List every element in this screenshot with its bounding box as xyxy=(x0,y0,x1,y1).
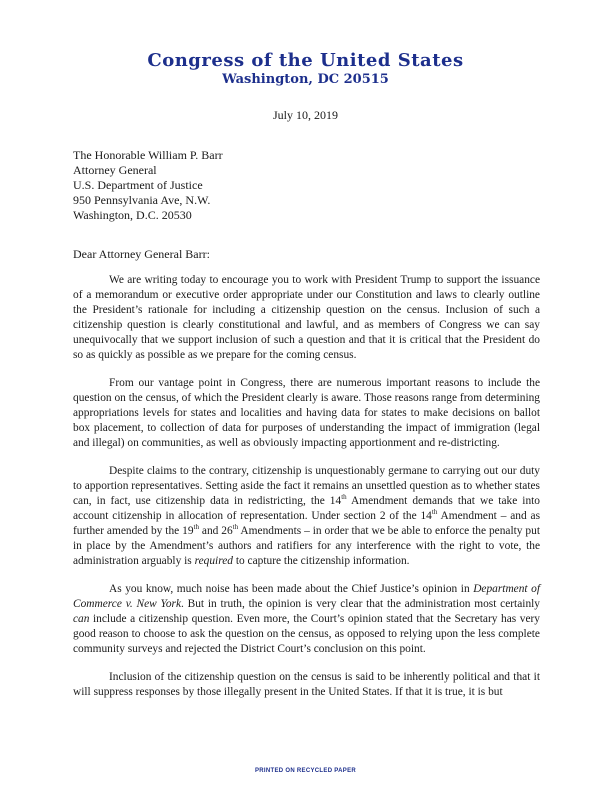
recipient-department: U.S. Department of Justice xyxy=(73,178,203,192)
paragraph-4 xyxy=(73,582,540,657)
p3-emphasis: required xyxy=(194,555,233,567)
recipient-city: Washington, D.C. 20530 xyxy=(73,208,192,222)
recipient-title: Attorney General xyxy=(73,163,157,177)
p4-text-b: . But in truth, the opinion is very clear that the administration most certainly xyxy=(181,598,540,610)
p3-text-f: to capture the citizenship information. xyxy=(232,555,410,567)
letter-date: July 10, 2019 xyxy=(272,108,338,122)
p3-text-b: Amendment demands that we take into account citizenship in allocation of representation. Under section 2 of the 14 xyxy=(73,495,540,522)
letterhead-subtitle: Washington, DC 20515 xyxy=(222,72,389,87)
p3-sup-2: th xyxy=(431,508,438,517)
recipient-street: 950 Pennsylvania Ave, N.W. xyxy=(73,193,211,207)
p3-sup-1: th xyxy=(341,493,347,502)
recycled-paper-footer: PRINTED ON RECYCLED PAPER xyxy=(254,768,357,774)
p3-sup-4: th xyxy=(232,523,239,532)
p3-text-c: Amendment – and as further amended by the 19 xyxy=(73,510,541,537)
paragraph-1: We are writing today to encourage you to work with President Trump to support the issuance of a memorandum or executive order appropriate under our Constitution and laws to clearly outline the President’s rationale for including a citizenship question on the census. Inclusion of such a citizenship question is clearly constitutional and lawful, and as members of Congress we can say unequivocally that we support inclusion of such a question and that it is critical that the President do so as quickly as possible as we prepare for the coming census. xyxy=(73,274,540,361)
letterhead-title: Congress of the United States xyxy=(147,50,464,71)
recipient-address xyxy=(73,148,223,223)
paragraph-2: From our vantage point in Congress, there are numerous important reasons to include the question on the census, of which the President clearly is aware. Those reasons range from determining appropriations levels for states and localities and having data for states to make decisions on ballot box placement, to collection of data for purposes of understanding the impact of immigration (legal and illegal) on communities, as well as obviously impacting apportionment and re-districting. xyxy=(73,377,540,449)
p3-text-d: and 26 xyxy=(198,525,233,537)
letter-body xyxy=(73,273,540,713)
p4-text-c: include a citizenship question. Even more, the Court’s opinion stated that the Secretary has very good reason to choose to ask the question on the census, as opposed to relying upon the less complete community surveys and rejected the District Court’s conclusion on this point. xyxy=(73,613,540,655)
p3-text-a: Despite claims to the contrary, citizenship is unquestionably germane to carrying out our duty to apportion representatives. Setting aside the fact it remains an unsettled question as to whether states can, in fact, use citizenship data in redistricting, the 14 xyxy=(73,465,540,507)
p4-emphasis: can xyxy=(73,613,90,625)
paragraph-3 xyxy=(73,464,540,569)
p3-text-e: Amendments – in order that we be able to enforce the penalty put in place by the Amendment’s authors and ratifiers for any interference with the right to vote, the administration arguably is xyxy=(73,525,540,567)
paragraph-5: Inclusion of the citizenship question on the census is said to be inherently political and that it will suppress responses by those illegally present in the United States. If that it is true, it is but xyxy=(73,671,540,698)
p4-case-name: Department of Commerce v. New York xyxy=(73,583,540,610)
p3-sup-3: th xyxy=(193,523,199,532)
salutation: Dear Attorney General Barr: xyxy=(73,247,210,261)
p4-text-a: As you know, much noise has been made about the Chief Justice’s opinion in xyxy=(109,583,474,595)
recipient-name: The Honorable William P. Barr xyxy=(73,148,223,162)
